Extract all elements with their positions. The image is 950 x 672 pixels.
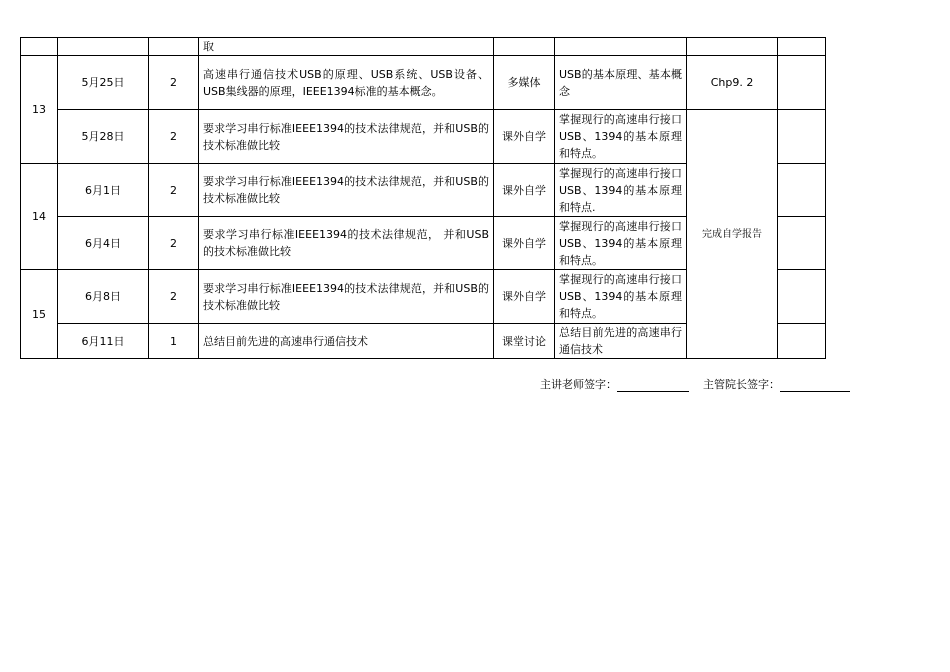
signature-line	[540, 376, 870, 392]
method-cell: 课外自学	[494, 217, 555, 270]
week-cell: 14	[21, 164, 58, 270]
note-cell	[778, 38, 826, 56]
hours-cell: 2	[149, 164, 199, 217]
content-cell: 总结目前先进的高速串行通信技术	[199, 324, 494, 359]
method-cell: 多媒体	[494, 56, 555, 110]
reference-cell: 完成自学报告	[687, 110, 778, 359]
table-row	[21, 38, 826, 56]
date-cell: 6月8日	[58, 270, 149, 324]
requirement-cell: 掌握现行的高速串行接口USB、1394的基本原理和特点。	[555, 217, 687, 270]
table-row	[21, 56, 826, 110]
method-cell: 课外自学	[494, 164, 555, 217]
dean-signature-label: 主管院长签字：	[703, 378, 780, 391]
hours-cell	[149, 38, 199, 56]
requirement-cell: 掌握现行的高速串行接口USB、1394的基本原理和特点.	[555, 164, 687, 217]
note-cell	[778, 110, 826, 164]
content-cell: 取	[199, 38, 494, 56]
teacher-signature-label: 主讲老师签字：	[540, 378, 617, 391]
content-cell: 要求学习串行标准IEEE1394的技术法律规范，并和USB的技术标准做比较	[199, 270, 494, 324]
hours-cell: 2	[149, 217, 199, 270]
date-cell: 5月28日	[58, 110, 149, 164]
week-cell: 15	[21, 270, 58, 359]
note-cell	[778, 164, 826, 217]
hours-cell: 2	[149, 56, 199, 110]
schedule-table	[20, 37, 826, 359]
requirement-cell: 掌握现行的高速串行接口USB、1394的基本原理和特点。	[555, 270, 687, 324]
requirement-cell: 总结目前先进的高速串行通信技术	[555, 324, 687, 359]
content-cell: 要求学习串行标准IEEE1394的技术法律规范，并和USB的技术标准做比较	[199, 110, 494, 164]
date-cell: 6月1日	[58, 164, 149, 217]
requirement-cell: USB的基本原理、基本概念	[555, 56, 687, 110]
content-cell: 要求学习串行标准IEEE1394的技术法律规范，并和USB的技术标准做比较	[199, 164, 494, 217]
date-cell	[58, 38, 149, 56]
teacher-signature-field[interactable]	[617, 377, 689, 392]
table-row	[21, 110, 826, 164]
note-cell	[778, 56, 826, 110]
note-cell	[778, 217, 826, 270]
dean-signature-field[interactable]	[780, 377, 850, 392]
week-cell: 13	[21, 56, 58, 164]
hours-cell: 1	[149, 324, 199, 359]
method-cell: 课堂讨论	[494, 324, 555, 359]
week-cell	[21, 38, 58, 56]
requirement-cell: 掌握现行的高速串行接口USB、1394的基本原理和特点。	[555, 110, 687, 164]
date-cell: 6月4日	[58, 217, 149, 270]
method-cell: 课外自学	[494, 110, 555, 164]
reference-cell	[687, 38, 778, 56]
hours-cell: 2	[149, 270, 199, 324]
reference-cell: Chp9. 2	[687, 56, 778, 110]
date-cell: 6月11日	[58, 324, 149, 359]
method-cell	[494, 38, 555, 56]
method-cell: 课外自学	[494, 270, 555, 324]
note-cell	[778, 324, 826, 359]
hours-cell: 2	[149, 110, 199, 164]
note-cell	[778, 270, 826, 324]
content-cell: 要求学习串行标准IEEE1394的技术法律规范， 并和USB的技术标准做比较	[199, 217, 494, 270]
requirement-cell	[555, 38, 687, 56]
date-cell: 5月25日	[58, 56, 149, 110]
content-cell: 高速串行通信技术USB的原理、USB系统、USB设备、USB集线器的原理，IEEE1394标准的基本概念。	[199, 56, 494, 110]
